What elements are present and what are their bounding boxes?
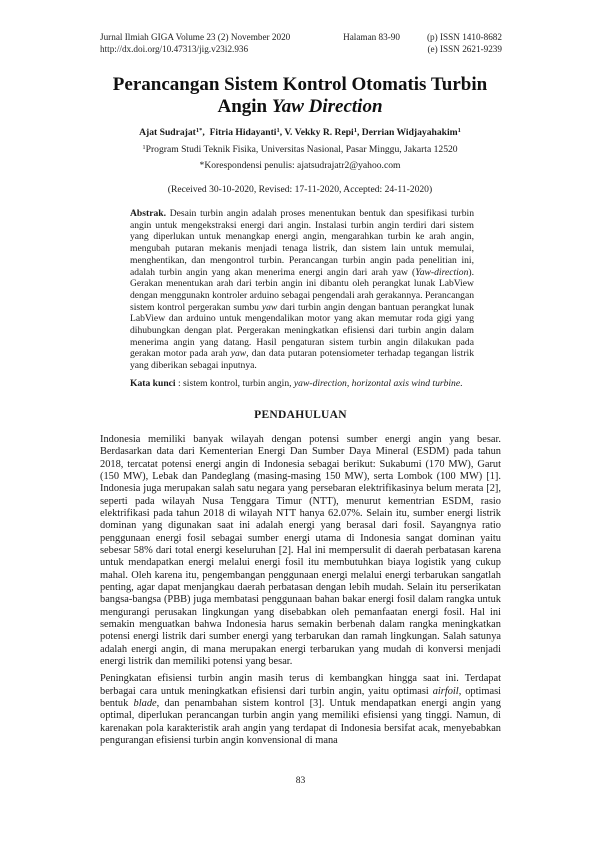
running-header [100, 31, 502, 55]
author [362, 127, 461, 138]
header-row-1 [100, 31, 502, 43]
correspondence: *Korespondensi penulis: ajatsudrajatr2@yahoo.com [199, 160, 401, 171]
affiliation [60, 141, 540, 156]
title-italic: Yaw Direction [271, 96, 383, 117]
abstract-text: , dan data putaran potensiometer terhadap tegangan listrik yang diberikan sebagai inputnya. [130, 348, 474, 372]
keywords-italic: yaw-direction, horizontal axis wind turbine [293, 377, 461, 389]
issn-print: (p) ISSN 1410-8682 [426, 32, 502, 42]
author-name: V. Vekky R. Repi [284, 127, 354, 138]
page-range: Halaman 83-90 [343, 32, 400, 42]
paragraph-text: Peningkatan efisiensi turbin angin masih terus di kembangkan hingga saat ini. Terdapat berbagai cara untuk meningkatkan efisiensi dari turbin angin, yaitu optimasi [100, 673, 501, 697]
section-heading: PENDAHULUAN [254, 408, 347, 421]
affiliation-text: Program Studi Teknik Fisika, Universitas Nasional, Pasar Minggu, Jakarta 12520 [145, 144, 458, 155]
submission-dates: (Received 30-10-2020, Revised: 17-11-2020, Accepted: 24-11-2020) [167, 184, 433, 195]
paragraph-text: , dan penambahan sistem kontrol [3]. Untuk mendapatkan energi angin yang optimal, diperlukan perancangan turbin angin yang memiliki efisiensi yang tinggi. Namun, di karenakan pola karakteristik arah angin yang terdapat di Indonesia bersifat acak, menyebabkan pengurangan efisiensi turbin angin konvensional di mana [100, 698, 501, 747]
abstract-text: dari turbin angin dengan bantuan perangkat lunak LabView dan arduino untuk mengendalikan motor yang akan memutar roda gigi yang dihubungkan dengan plat. Pergerakan meningkatkan efisiensi dari turbin angin dalam menerima angin yang datang. Hasil pengaturan sistem turbin angin dilakukan pada gerakan motor pada arah [130, 301, 474, 360]
title-plain: Angin [217, 96, 272, 117]
paper-title [60, 74, 540, 118]
header-row-2 [100, 43, 502, 55]
abstract [130, 208, 474, 372]
author [139, 127, 202, 138]
title-line-2 [60, 96, 540, 118]
author-sup: 1 [276, 127, 280, 134]
body-paragraph-1: Indonesia memiliki banyak wilayah dengan potensi sumber energi angin yang besar. Berdasarkan data dari Kementerian Energi Dan Sumber Daya Mineral (ESDM) pada tahun 2018, tercatat potensi energi angin di Indonesia sebagai berikut: Sukabumi (170 MW), Garut (150 MW), Lebak dan Pandeglang (masing-masing 150 MW), serta Lombok (100 MW) [1]. Indonesia juga merupakan salah satu negara yang persebaran elektrifikasinya belum merata [2], seperti pada wilayah Nusa Tenggara Timur (NTT), menurut kementrian ESDM, rasio elektrifikasi pada tahun 2018 di wilayah NTT hanya 62.07%. Selain itu, sumber energi listrik dominan yang digunakan saat ini adalah energi yang berasal dari fosil. Sayangnya ratio penggunaan energi fosil sebagai sumber energi utama di Indonesia sangat dominan yaitu sebesar 58% dari total energi keseluruhan [2]. Hal ini mempersulit di daerah perbatasan karena untuk mendapatkan energi melalui energi fosil itu membutuhkan biaya logistik yang cukup mahal. Oleh karena itu, pengembangan penggunaan energi melalui energi terbarukan sangatlah penting, agar dapat menjangkau daerah perbatasan dengan lebih mudah. Selain itu perserikatan bangsa-bangsa (PBB) juga membatasi penggunaan bahan bakar energi fosil dalam rangka untuk mengurangi perusakan lingkungan yang disebabkan oleh pemanfaatan energi fosil. Hal ini semakin menguatkan bahwa Indonesia harus semakin berbenah dalam rangka meningkatkan potensi energi listrik dari sumber energi yang terbarukan dan ramah lingkungan. Salah satunya adalah energi angin, di mana merupakan energi terbarukan yang mudah di konversi menjadi energi listrik dan memiliki potensi yang besar. [100, 433, 501, 668]
content-column [100, 208, 501, 787]
author [284, 127, 357, 138]
keywords-end: . [460, 377, 463, 389]
abstract-text: ). Gerakan menentukan arah dari terbin angin ini dibantu oleh perangkat lunak LabView dengan menggunakn kontroler arduino sebagai pengendali arah gerakannya. Perancangan sistem kontrol pergerakan sumbu [130, 266, 474, 313]
abstract-italic: Yaw-direction [415, 266, 469, 278]
abstract-label: Abstrak. [130, 208, 166, 219]
author-sup: 1* [195, 127, 203, 134]
page-number: 83 [295, 775, 306, 787]
author [210, 127, 280, 138]
author-name: Fitria Hidayanti [209, 127, 277, 138]
abstract-italic: yaw [261, 301, 278, 313]
author-list: Ajat Sudrajat$^{1*}$, Fitria Hidayanti$^1$, V. Vekky R. Repi$^1$, Derrian Widjayahakim$^1$ [139, 127, 461, 138]
body-paragraph-2 [100, 673, 501, 747]
paragraph-italic: airfoil [432, 685, 459, 697]
keywords-label: Kata kunci [130, 377, 176, 389]
journal-info: Jurnal Ilmiah GIGA Volume 23 (2) November 2020 [100, 32, 291, 42]
author-name: Derrian Widjayahakim [361, 127, 458, 138]
abstract-text: Desain turbin angin adalah proses menentukan bentuk dan spesifikasi turbin angin untuk mengekstraksi energi dari angin. Instalasi turbin angin terdiri dari sistem yang diperlukan untuk menangkap energi angin, mengarahkan turbin ke arah angin, mengubah putaran mekanis menjadi tenaga listrik, dan sistem lain untuk memulai, menghentikan, dan mengontrol turbin. Perancangan turbin angin pada penelitian ini, adalah turbin angin yang akan menerima energi angin dari arah yaw ( [130, 208, 474, 278]
doi-link[interactable]: http://dx.doi.org/10.47313/jig.v23i2.936 [100, 44, 249, 54]
keywords-text: : sistem kontrol, turbin angin, [175, 377, 294, 389]
author-sup: 1 [457, 127, 461, 134]
author-sup: 1 [353, 127, 357, 134]
abstract-italic: yaw [230, 348, 247, 360]
affiliation-sup: 1 [142, 144, 146, 151]
keywords [130, 378, 501, 390]
paragraph-text: , optimasi bentuk [100, 685, 501, 710]
title-line-1: Perancangan Sistem Kontrol Otomatis Turbin [112, 74, 488, 95]
author-name: Ajat Sudrajat [139, 127, 196, 138]
issn-online: (e) ISSN 2621-9239 [427, 44, 502, 54]
paragraph-italic: blade [133, 698, 157, 710]
